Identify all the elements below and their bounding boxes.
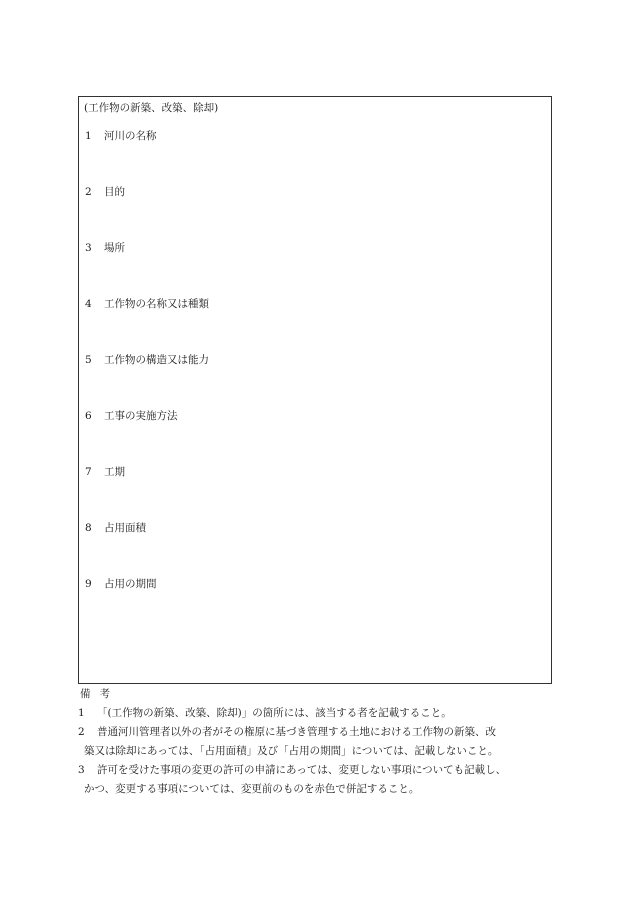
form-item-label: 河川の名称 — [104, 130, 157, 142]
note-number: 3 — [78, 764, 85, 776]
form-item-purpose — [85, 184, 125, 199]
form-item-label: 工事の実施方法 — [104, 410, 178, 422]
note-text: 許可を受けた事項の変更の許可の申請にあっては、変更しない事項についても記載し、 — [97, 764, 507, 776]
form-item-structure-name — [85, 296, 209, 311]
form-item-number: 5 — [85, 354, 92, 366]
note-text: 「(工作物の新築、改築、除却)」の箇所には、該当する者を記載すること。 — [97, 707, 452, 719]
note-number: 2 — [78, 726, 85, 738]
form-item-label: 工作物の構造又は能力 — [104, 354, 209, 366]
note-item-1 — [78, 704, 452, 723]
form-item-label: 場所 — [104, 242, 125, 254]
note-text-continuation: 築又は除却にあっては、「占用面積」及び「占用の期間」については、記載しないこと。 — [84, 745, 499, 757]
form-item-occupancy-period — [85, 576, 157, 591]
note-text-continuation: かつ、変更する事項については、変更前のものを赤色で併記すること。 — [84, 783, 420, 795]
form-item-number: 3 — [85, 242, 92, 254]
form-header: (工作物の新築、改築、除却) — [84, 102, 219, 114]
form-item-label: 占用面積 — [104, 522, 146, 534]
application-form-box — [78, 96, 552, 684]
form-item-number: 7 — [85, 466, 92, 478]
form-item-number: 2 — [85, 186, 92, 198]
form-item-label: 目的 — [104, 186, 125, 198]
form-item-structure-capacity — [85, 352, 209, 367]
form-item-number: 8 — [85, 522, 92, 534]
note-item-2 — [78, 723, 498, 761]
form-item-label: 工作物の名称又は種類 — [104, 298, 209, 310]
notes-title: 備考 — [80, 688, 119, 700]
form-item-label: 占用の期間 — [104, 578, 157, 590]
form-item-number: 6 — [85, 410, 92, 422]
form-item-number: 9 — [85, 578, 92, 590]
form-item-label: 工期 — [104, 466, 125, 478]
form-item-river-name — [85, 128, 157, 143]
note-text: 普通河川管理者以外の者がその権原に基づき管理する土地における工作物の新築、改 — [97, 726, 496, 738]
note-item-3 — [78, 761, 506, 799]
form-item-number: 1 — [85, 130, 92, 142]
form-item-construction-period — [85, 464, 125, 479]
note-number: 1 — [78, 707, 85, 719]
form-item-number: 4 — [85, 298, 92, 310]
form-item-location — [85, 240, 125, 255]
form-item-occupied-area — [85, 520, 146, 535]
form-item-construction-method — [85, 408, 178, 423]
